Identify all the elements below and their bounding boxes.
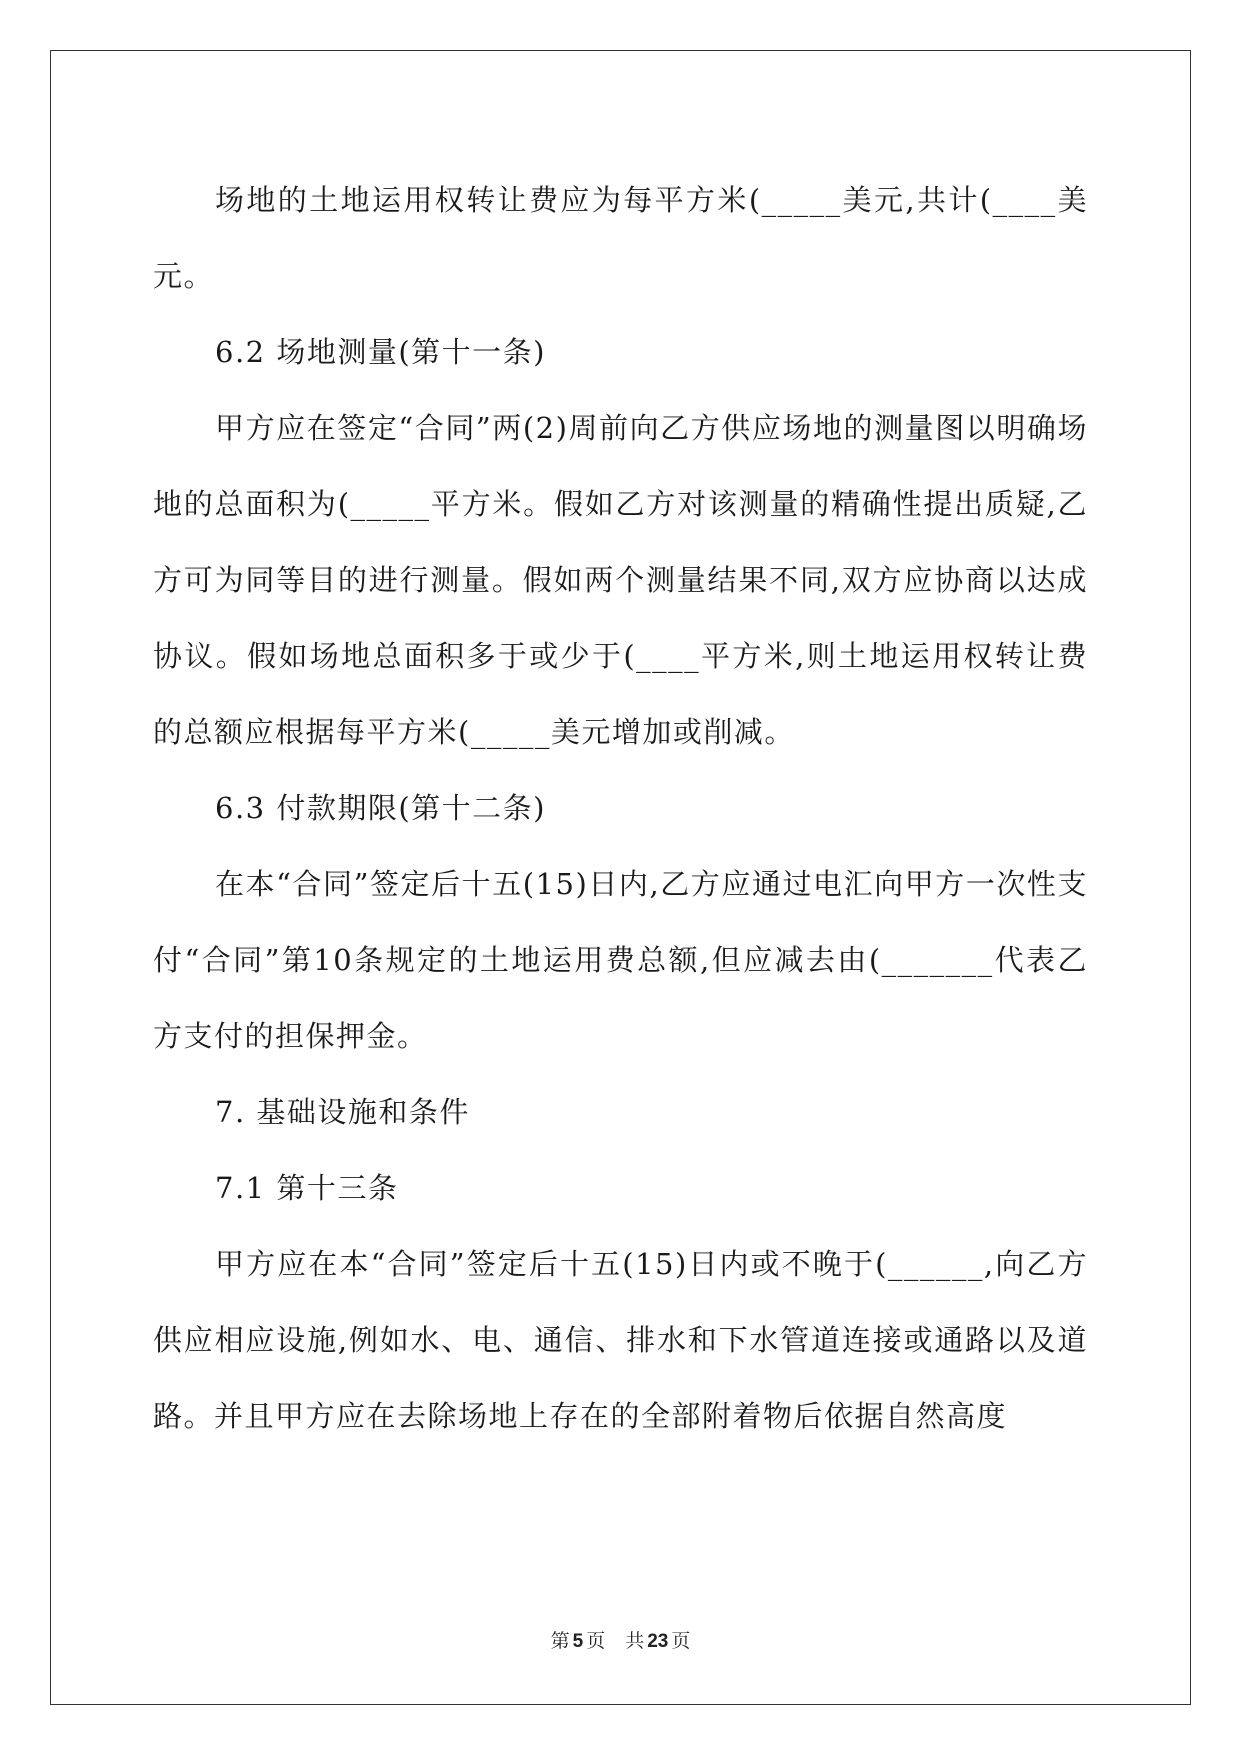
page-unit: 页 xyxy=(586,1630,606,1652)
section-heading-6-3: 6.3 付款期限(第十二条) xyxy=(215,791,546,825)
paragraph-site-survey: 甲方应在签定“合同”两(2)周前向乙方供应场地的测量图以明确场地的总面积为(_____平方米。假如乙方对该测量的精确性提出质疑,乙方可为同等目的进行测量。假如两个测量结果不同,双方应协商以达成协议。假如场地总面积多于或少于(____平方米,则土地运用权转让费的总额应根据每平方米(_____美元增加或削减。 xyxy=(153,411,1088,749)
section-heading-6-2: 6.2 场地测量(第十一条) xyxy=(215,335,546,369)
total-unit: 页 xyxy=(671,1630,691,1652)
page-prefix: 第 xyxy=(550,1630,570,1652)
page-number: 5 xyxy=(572,1631,584,1652)
paragraph-land-fee: 场地的土地运用权转让费应为每平方米(_____美元,共计(____美元。 xyxy=(153,183,1088,293)
page-footer xyxy=(0,1626,1241,1653)
document-body xyxy=(153,162,1088,1454)
total-pages: 23 xyxy=(647,1631,669,1652)
section-heading-7: 7. 基础设施和条件 xyxy=(215,1095,470,1129)
paragraph-infrastructure: 甲方应在本“合同”签定后十五(15)日内或不晚于(______,向乙方供应相应设施,例如水、电、通信、排水和下水管道连接或通路以及道路。并且甲方应在去除场地上存在的全部附着物后依据自然高度 xyxy=(153,1247,1088,1433)
total-prefix: 共 xyxy=(625,1630,645,1652)
paragraph-payment-term: 在本“合同”签定后十五(15)日内,乙方应通过电汇向甲方一次性支付“合同”第10条规定的土地运用费总额,但应减去由(_______代表乙方支付的担保押金。 xyxy=(153,867,1088,1053)
section-heading-7-1: 7.1 第十三条 xyxy=(215,1171,399,1205)
